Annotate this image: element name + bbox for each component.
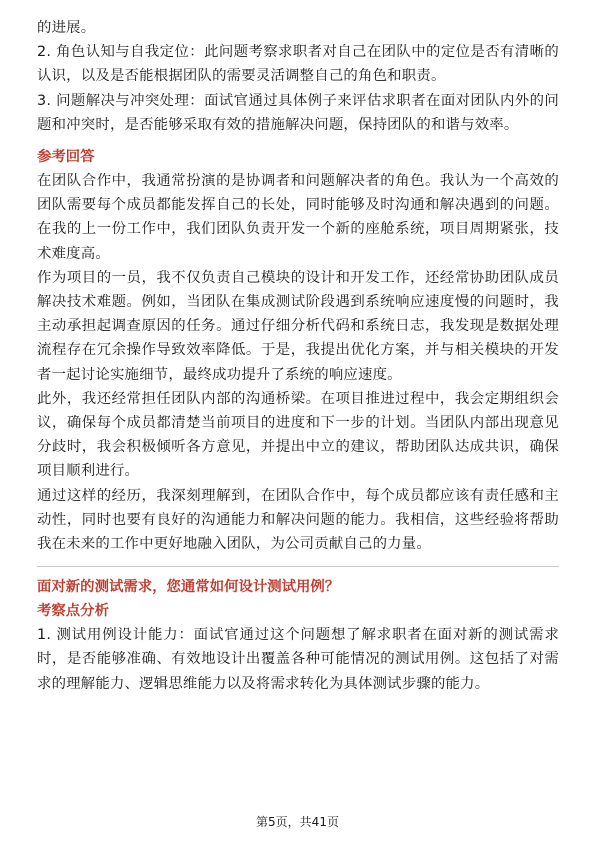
- answer-paragraph-3: 此外，我还经常担任团队内部的沟通桥梁。在项目推进过程中，我会定期组织会议，确保每个成员都清楚当前项目的进度和下一步的计划。当团队内部出现意见分歧时，我会积极倾听各方意见，并提出中立的建议，帮助团队达成共识，确保项目顺利进行。: [37, 390, 559, 480]
- question-title: 面对新的测试需求，您通常如何设计测试用例？: [37, 579, 340, 596]
- analysis-point-1: 1. 测试用例设计能力：面试官通过这个问题想了解求职者在面对新的测试需求时，是否能够准确、有效地设计出覆盖各种可能情况的测试用例。这包括了对需求的理解能力、逻辑思维能力以及将需求转化为具体测试步骤的能力。: [37, 627, 559, 692]
- answer-paragraph-2: 作为项目的一员，我不仅负责自己模块的设计和开发工作，还经常协助团队成员解决技术难题。例如，当团队在集成测试阶段遇到系统响应速度慢的问题时，我主动承担起调查原因的任务。通过仔细分析代码和系统日志，我发现是数据处理流程存在冗余操作导致效率降低。于是，我提出优化方案，并与相关模块的开发者一起讨论实施细节，最终成功提升了系统的响应速度。: [37, 269, 559, 383]
- reference-answer-heading: 参考回答: [37, 149, 95, 166]
- answer-paragraph-4: 通过这样的经历，我深刻理解到，在团队合作中，每个成员都应该有责任感和主动性，同时也要有良好的沟通能力和解决问题的能力。我相信，这些经验将帮助我在未来的工作中更好地融入团队，为公司贡献自己的力量。: [37, 487, 559, 553]
- answer-paragraph-1: 在团队合作中，我通常扮演的是协调者和问题解决者的角色。我认为一个高效的团队需要每个成员都能发挥自己的长处，同时能够及时沟通和解决遇到的问题。在我的上一份工作中，我们团队负责开发一个新的座舱系统，项目周期紧张，技术难度高。: [37, 173, 559, 262]
- analysis-point-2: 2. 角色认知与自我定位：此问题考察求职者对自己在团队中的定位是否有清晰的认识，以及是否能根据团队的需要灵活调整自己的角色和职责。: [37, 44, 559, 85]
- analysis-point-3: 3. 问题解决与冲突处理：面试官通过具体例子来评估求职者在面对团队内外的问题和冲突时，是否能够采取有效的措施解决问题，保持团队的和谐与效率。: [37, 92, 559, 133]
- page-number: 第5页，共41页: [256, 815, 339, 829]
- analysis-heading: 考察点分析: [37, 603, 109, 620]
- section-divider: [37, 566, 559, 567]
- page-content: [37, 16, 559, 696]
- continued-text: 的进展。: [37, 20, 96, 36]
